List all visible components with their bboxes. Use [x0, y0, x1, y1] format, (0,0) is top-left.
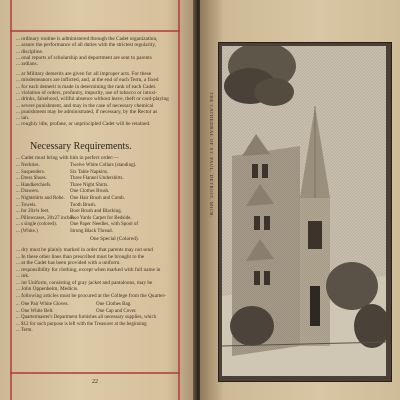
requirement-item: Boot Brush and Blacking.: [70, 209, 122, 215]
requirement-item: ... Dress Shoes.: [16, 176, 47, 182]
requirements-right-column: [70, 163, 138, 236]
red-bottom-rule: [10, 372, 180, 374]
paragraph-line: ... ordinary routine is administered through the Cadet organization,: [16, 36, 158, 42]
requirement-item: Twelve White Collars (standing).: [70, 163, 137, 168]
paragraph-line: ... ardians.: [16, 61, 38, 68]
paragraph-line: ... punishment may be administrated, if necessary, by the Rector as: [16, 108, 158, 115]
requirement-item: ... Neckties.: [16, 163, 40, 168]
requirement-item: Two Yards Carpet for Bedside.: [70, 215, 132, 221]
red-margin-rule-left: [10, 0, 12, 400]
requirement-item: ... Suspenders.: [16, 169, 46, 175]
plate-caption: THE CATHEDRAL OF ST. PAUL, DETROIT, MICH.: [209, 92, 214, 218]
page-number: 22: [92, 379, 98, 385]
paragraph-line: ... discipline.: [16, 48, 44, 55]
paragraph-line: ... drinks, falsehood, willful absence without leave, theft or card-playing: [16, 96, 169, 103]
final-item: ... Quartermaster's Department furnishes all necessary supplies, which: [16, 315, 157, 321]
intro-line: ... Cadet must bring with him in perfect order:—: [16, 155, 119, 161]
requirement-item: ... for 20x¾ feet.: [16, 209, 50, 215]
section-heading: Necessary Requirements.: [30, 141, 132, 152]
closing-line: ... following articles must be procured at the College from the Quarter-: [16, 292, 166, 299]
paragraph-line: ... severe punishment, and may in the case of necessary chemical: [16, 102, 154, 109]
closing-line: ... int Uniform, consisting of gray jacket and pantaloons, may be: [16, 279, 153, 286]
final-item: ... $12 for such purpose is left with the Treasurer at the beginning: [16, 321, 147, 327]
paragraph-line: ... for each demerit is made in determining the rank of each Cadet.: [16, 83, 157, 90]
paragraph-line: ... assure the performance of all duties with the strictest regularity,: [16, 42, 156, 49]
closing-line: ... John Oppenheim, Medicis.: [16, 286, 79, 292]
requirement-item: One Paper Needles, with Spool of: [70, 222, 139, 228]
final-item: One Cap and Cover.: [96, 308, 137, 314]
closing-line: ... ink.: [16, 273, 30, 279]
requirement-item: One Clothes Brush.: [70, 189, 110, 195]
paragraph-line: ... misdemeanors are inflicted, and, at the end of each Term, a fixed: [16, 77, 159, 84]
requirement-item: ... s single (colored).: [16, 222, 57, 228]
requirement-item: ... Drawers.: [16, 189, 40, 195]
requirement-item: ... Handkerchiefs.: [16, 182, 52, 188]
closing-line: ... dry must be plainly marked in order that parents may not send: [16, 247, 153, 253]
requirement-item: ... (White.): [16, 228, 38, 234]
red-margin-rule-right: [178, 0, 180, 400]
requirement-item: One Hair Brush and Comb.: [70, 195, 125, 201]
cathedral-engraving: [222, 46, 386, 376]
closing-line: ... responsibility for clothing, except when marked with full name in: [16, 266, 161, 273]
requirement-item: Strong Black Thread.: [70, 228, 113, 234]
final-item: One Clothes Bag.: [96, 302, 132, 307]
closing-line: ... In these other lines than prescribed must be brought to the: [16, 253, 145, 260]
paragraph-line: ... roughly idle, profane, or unprincipled Cadet will be retained.: [16, 121, 151, 128]
special-line: One Special (Colored).: [90, 236, 139, 242]
paragraph-line: ... violation of orders, profanity, impurity, use of tobacco or intoxi-: [16, 89, 158, 96]
requirements-left-column: [16, 163, 75, 236]
requirement-item: Tooth Brush.: [70, 202, 97, 208]
red-top-rule: [10, 30, 180, 32]
requirement-item: ... Towels.: [16, 202, 37, 208]
paragraph-line: ... ian.: [16, 115, 30, 122]
paragraph-line: ... ar Military demerits are given for all improper acts. For these: [16, 71, 152, 77]
requirement-item: ... Nightshirts and Robe.: [16, 195, 65, 201]
paragraph-line: ... onal reports of scholarship and deportment are sent to parents: [16, 54, 152, 61]
closing-line: ... at the Cadet has been provided with a uniform.: [16, 260, 121, 266]
final-item: ... One White Belt.: [16, 308, 54, 314]
cathedral-illustration: [222, 46, 386, 376]
left-page: [0, 0, 196, 400]
final-item: ... Term.: [16, 328, 33, 334]
requirement-item: ... Pillowcases, 20x27 inches.: [16, 215, 75, 221]
final-item: ... One Pair White Gloves.: [16, 302, 69, 307]
requirement-item: Three Night Shirts.: [70, 182, 109, 188]
final-right-column: [96, 302, 137, 315]
requirement-item: Six Table Napkins.: [70, 169, 109, 175]
requirement-item: Three Flannel Undershirts.: [70, 176, 124, 182]
